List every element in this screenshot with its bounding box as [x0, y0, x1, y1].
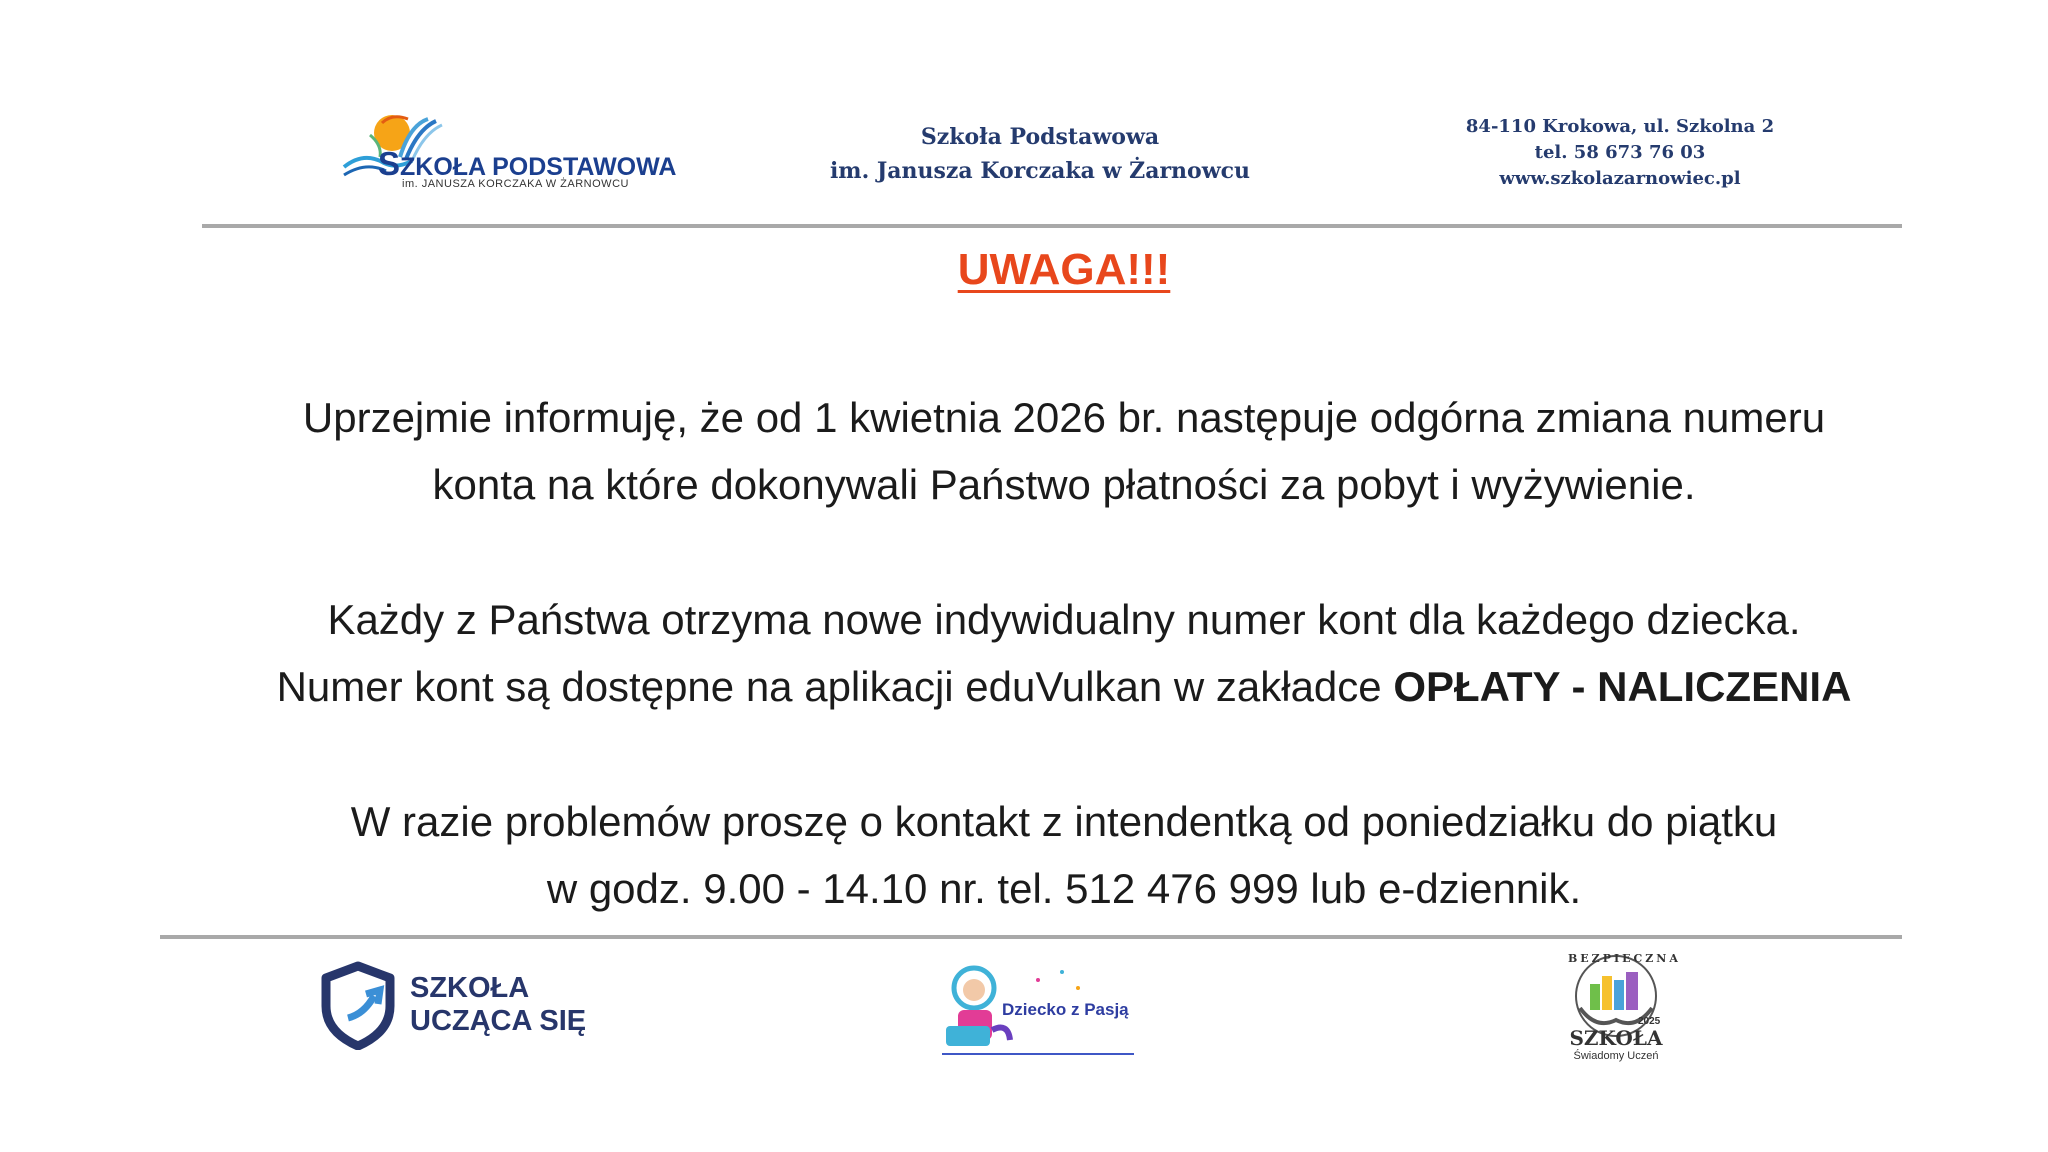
school-logo-wordmark: SZKOŁA PODSTAWOWA	[378, 145, 677, 182]
school-phone: tel. 58 673 76 03	[1534, 142, 1706, 163]
school-contact	[1440, 114, 1800, 192]
notice-line-text: Numer kont są dostępne na aplikacji eduVulkan w zakładce	[276, 663, 1394, 710]
school-logo	[340, 105, 677, 195]
header-divider	[202, 224, 1902, 228]
safe-school-badge	[1556, 950, 1681, 1070]
safe-school-name: SZKOŁA	[1569, 1026, 1663, 1050]
learning-school-line: UCZĄCA SIĘ	[410, 1005, 587, 1037]
safe-school-arc-text: BEZPIECZNA	[1568, 952, 1681, 965]
school-address: 84-110 Krokowa, ul. Szkolna 2	[1465, 116, 1775, 137]
shield-arrow-icon	[318, 960, 398, 1050]
school-website: www.szkolazarnowiec.pl	[1499, 168, 1741, 189]
notice-line: konta na które dokonywali Państwo płatności za pobyt i wyżywienie.	[432, 461, 1696, 508]
passion-child-text: Dziecko z Pasją	[1002, 1000, 1129, 1019]
notice-paragraph-1	[0, 384, 2048, 518]
notice-paragraph-3	[0, 788, 2048, 922]
notice-tab-name: OPŁATY - NALICZENIA	[1393, 663, 1852, 710]
learning-school-line: SZKOŁA	[410, 972, 530, 1004]
safe-school-subtitle: Świadomy Uczeń	[1573, 1050, 1659, 1062]
notice-line: Uprzejmie informuję, że od 1 kwietnia 2026 br. następuje odgórna zmiana numeru	[302, 394, 1826, 441]
school-logo-tagline: im. JANUSZA KORCZAKA W ŻARNOWCU	[402, 178, 629, 190]
school-name	[800, 120, 1280, 188]
notice-line: w godz. 9.00 - 14.10 nr. tel. 512 476 999 lub e-dziennik.	[546, 865, 1582, 912]
footer-divider	[160, 935, 1902, 939]
learning-school-badge	[318, 960, 598, 1060]
school-name-line: Szkoła Podstawowa	[920, 124, 1160, 150]
notice-line	[0, 653, 2048, 720]
notice-line: W razie problemów proszę o kontakt z intendentką od poniedziałku do piątku	[350, 798, 1778, 845]
notice-line: Każdy z Państwa otrzyma nowe indywidualny numer kont dla każdego dziecka.	[327, 596, 1801, 643]
notice-warning: UWAGA!!!	[957, 245, 1171, 294]
learning-school-text	[410, 972, 586, 1038]
letterhead	[0, 0, 2048, 230]
notice-paragraph-2	[0, 586, 2048, 720]
passion-child-badge	[938, 960, 1138, 1060]
safe-school-year: 2025	[1638, 1016, 1661, 1027]
school-name-line: im. Janusza Korczaka w Żarnowcu	[829, 158, 1251, 184]
